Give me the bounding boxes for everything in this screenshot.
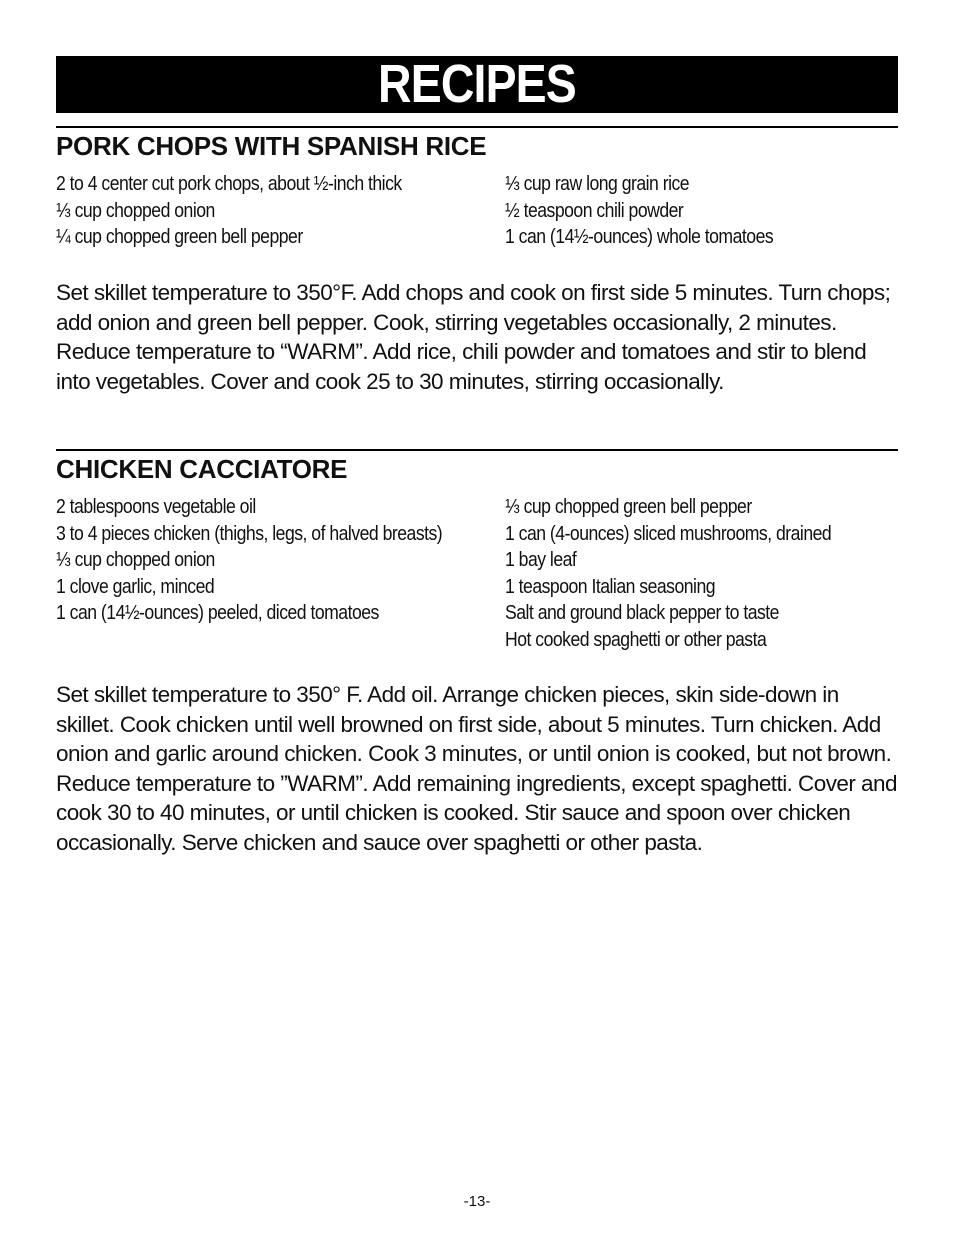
page-banner xyxy=(56,56,898,113)
recipe-directions: Set skillet temperature to 350°F. Add chops and cook on first side 5 minutes. Turn chops; add onion and green bell pepper. Cook, stirring vegetables occasionally, 2 minutes. Reduce temperature to “WARM”. Add rice, chili powder and tomatoes and stir to blend into vegetables. Cover and cook 25 to 30 minutes, stirring occasionally. xyxy=(56,280,891,394)
ingredient-item: 2 to 4 center cut pork chops, about ½-inch thick xyxy=(56,172,402,195)
ingredient-item: ½ teaspoon chili powder xyxy=(505,198,684,222)
ingredient-item: 1 bay leaf xyxy=(505,548,577,571)
ingredient-item: ⅓ cup chopped onion xyxy=(56,548,215,571)
ingredient-item: 1 can (14½-ounces) peeled, diced tomatoes xyxy=(56,601,379,624)
ingredient-list-right xyxy=(505,494,831,653)
ingredient-item: Salt and ground black pepper to taste xyxy=(505,601,779,624)
recipe-title-pork-chops: PORK CHOPS WITH SPANISH RICE xyxy=(56,131,487,161)
section-divider xyxy=(56,449,898,451)
page-number: -13- xyxy=(463,1193,491,1210)
recipe-title-chicken-cacciatore: CHICKEN CACCIATORE xyxy=(56,454,348,484)
ingredient-item: ⅓ cup raw long grain rice xyxy=(505,172,690,195)
ingredient-item: 1 clove garlic, minced xyxy=(56,574,215,598)
ingredient-list-left xyxy=(56,171,402,251)
ingredient-item: 1 can (14½-ounces) whole tomatoes xyxy=(505,225,774,248)
ingredient-item: Hot cooked spaghetti or other pasta xyxy=(505,627,767,651)
page-title: RECIPES xyxy=(378,54,576,114)
ingredient-item: 1 can (4-ounces) sliced mushrooms, drained xyxy=(505,521,832,545)
ingredient-item: ¼ cup chopped green bell pepper xyxy=(56,225,303,248)
ingredient-item: ⅓ cup chopped green bell pepper xyxy=(505,495,752,518)
section-divider xyxy=(56,126,898,128)
recipe-directions: Set skillet temperature to 350° F. Add oil. Arrange chicken pieces, skin side-down in skillet. Cook chicken until well browned on first side, about 5 minutes. Turn chicken. Add onion and garlic around chicken. Cook 3 minutes, or until onion is cooked, but not brown. Reduce temperature to ”WARM”. Add remaining ingredients, except spaghetti. Cover and cook 30 to 40 minutes, or until chicken is cooked. Stir sauce and spoon over chicken occasionally. Serve chicken and sauce over spaghetti or other pasta. xyxy=(56,682,897,855)
ingredient-list-left xyxy=(56,494,442,627)
ingredient-item: 1 teaspoon Italian seasoning xyxy=(505,574,716,598)
ingredient-item: ⅓ cup chopped onion xyxy=(56,198,215,222)
ingredient-list-right xyxy=(505,171,773,251)
ingredient-item: 2 tablespoons vegetable oil xyxy=(56,495,256,518)
ingredient-item: 3 to 4 pieces chicken (thighs, legs, of halved breasts) xyxy=(56,521,443,545)
